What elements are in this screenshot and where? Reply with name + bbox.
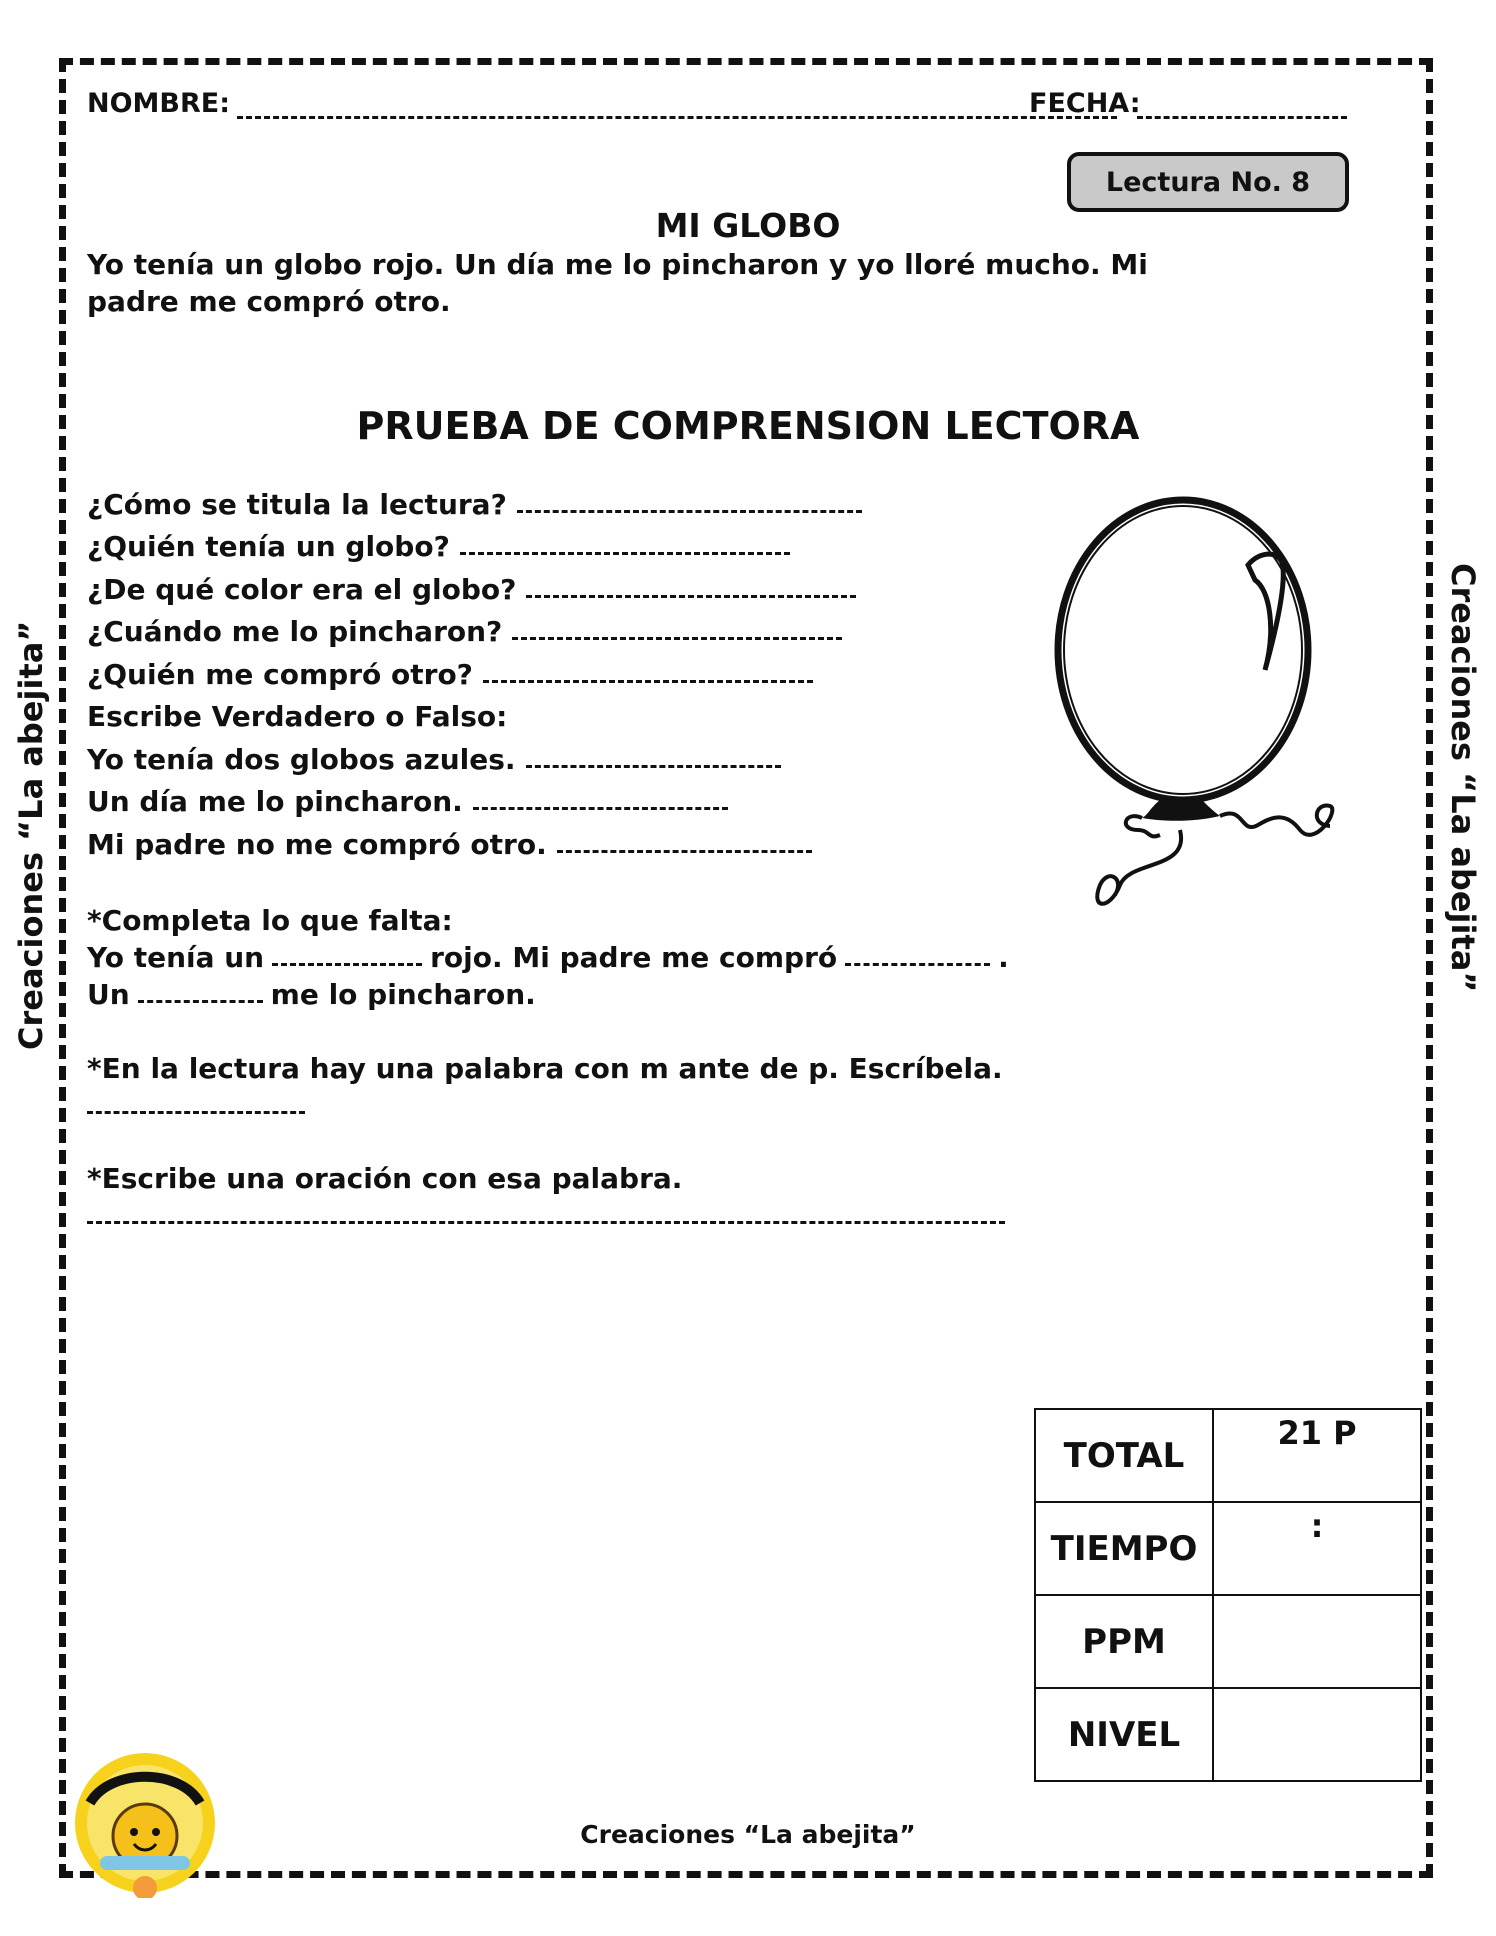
score-value-text: : — [1310, 1507, 1324, 1545]
blank-line[interactable] — [272, 963, 422, 966]
table-row — [1035, 1688, 1421, 1781]
question-row — [87, 521, 862, 564]
question-text: ¿De qué color era el globo? — [87, 572, 517, 606]
question-row — [87, 648, 862, 691]
footer-credit: Creaciones “La abejita” — [580, 1820, 916, 1849]
question-text: Yo tenía dos globos azules. — [87, 742, 516, 776]
question-row — [87, 818, 862, 861]
nombre-label: NOMBRE: — [87, 88, 231, 119]
fecha-field[interactable] — [1137, 116, 1347, 119]
fecha-label: FECHA: — [1029, 88, 1141, 119]
sentence-section — [87, 1158, 1013, 1232]
blank-line[interactable] — [845, 963, 990, 966]
question-row — [87, 478, 862, 521]
sentence-prompt: *Escribe una oración con esa palabra. — [87, 1162, 683, 1195]
mp-prompt: *En la lectura hay una palabra con m ante de p. Escríbela. — [87, 1052, 1003, 1085]
complete-section — [87, 900, 1009, 1011]
question-row — [87, 691, 862, 734]
question-text: ¿Cuándo me lo pincharon? — [87, 615, 503, 648]
answer-line[interactable] — [483, 680, 813, 683]
table-row — [1035, 1502, 1421, 1595]
answer-line[interactable] — [526, 595, 856, 598]
mp-section — [87, 1048, 1003, 1122]
answer-line[interactable] — [526, 765, 781, 768]
score-label: TIEMPO — [1035, 1502, 1213, 1595]
blank-line[interactable] — [138, 1000, 263, 1003]
complete-line-1 — [87, 937, 1009, 974]
table-row — [1035, 1595, 1421, 1688]
test-title: PRUEBA DE COMPRENSION LECTORA — [356, 404, 1140, 448]
story-title: MI GLOBO — [655, 206, 841, 245]
complete-text: rojo. Mi padre me compró — [430, 941, 838, 974]
score-label: TOTAL — [1035, 1409, 1213, 1502]
question-text: Escribe Verdadero o Falso: — [87, 700, 508, 733]
question-row — [87, 606, 862, 649]
score-value-text: 21 P — [1277, 1414, 1357, 1452]
side-credit-left: Creaciones “La abejita” — [12, 620, 50, 1050]
score-value[interactable] — [1213, 1409, 1421, 1502]
score-value[interactable] — [1213, 1502, 1421, 1595]
question-row — [87, 776, 862, 819]
question-text: ¿Quién tenía un globo? — [87, 530, 450, 563]
answer-line[interactable] — [512, 637, 842, 640]
question-text: Mi padre no me compró otro. — [87, 827, 547, 861]
complete-text: . — [998, 941, 1009, 974]
score-table — [1034, 1408, 1422, 1782]
nombre-field[interactable] — [237, 116, 1117, 119]
answer-line[interactable] — [557, 850, 812, 853]
question-text: ¿Quién me compró otro? — [87, 657, 473, 691]
score-value[interactable] — [1213, 1595, 1421, 1688]
side-credit-right: Creaciones “La abejita” — [1444, 563, 1482, 993]
balloon-illustration — [1030, 490, 1390, 960]
answer-line[interactable] — [517, 510, 862, 513]
question-text: ¿Cómo se titula la lectura? — [87, 487, 507, 521]
complete-text: Un — [87, 978, 130, 1011]
score-label: NIVEL — [1035, 1688, 1213, 1781]
question-row — [87, 733, 862, 776]
mp-answer-line[interactable] — [87, 1111, 305, 1114]
complete-heading: *Completa lo que falta: — [87, 904, 453, 937]
complete-text: me lo pincharon. — [270, 978, 536, 1011]
question-list — [87, 478, 862, 861]
table-row — [1035, 1409, 1421, 1502]
answer-line[interactable] — [473, 807, 728, 810]
question-text: Un día me lo pincharon. — [87, 785, 463, 818]
lectura-badge: Lectura No. 8 — [1067, 152, 1349, 212]
question-row — [87, 563, 862, 606]
score-value[interactable] — [1213, 1688, 1421, 1781]
complete-line-2 — [87, 974, 1009, 1011]
sentence-answer-line[interactable] — [87, 1221, 1005, 1224]
score-label: PPM — [1035, 1595, 1213, 1688]
answer-line[interactable] — [460, 552, 790, 555]
complete-text: Yo tenía un — [87, 941, 265, 974]
story-text: Yo tenía un globo rojo. Un día me lo pincharon y yo lloré mucho. Mi padre me compró otro. — [87, 248, 1148, 318]
